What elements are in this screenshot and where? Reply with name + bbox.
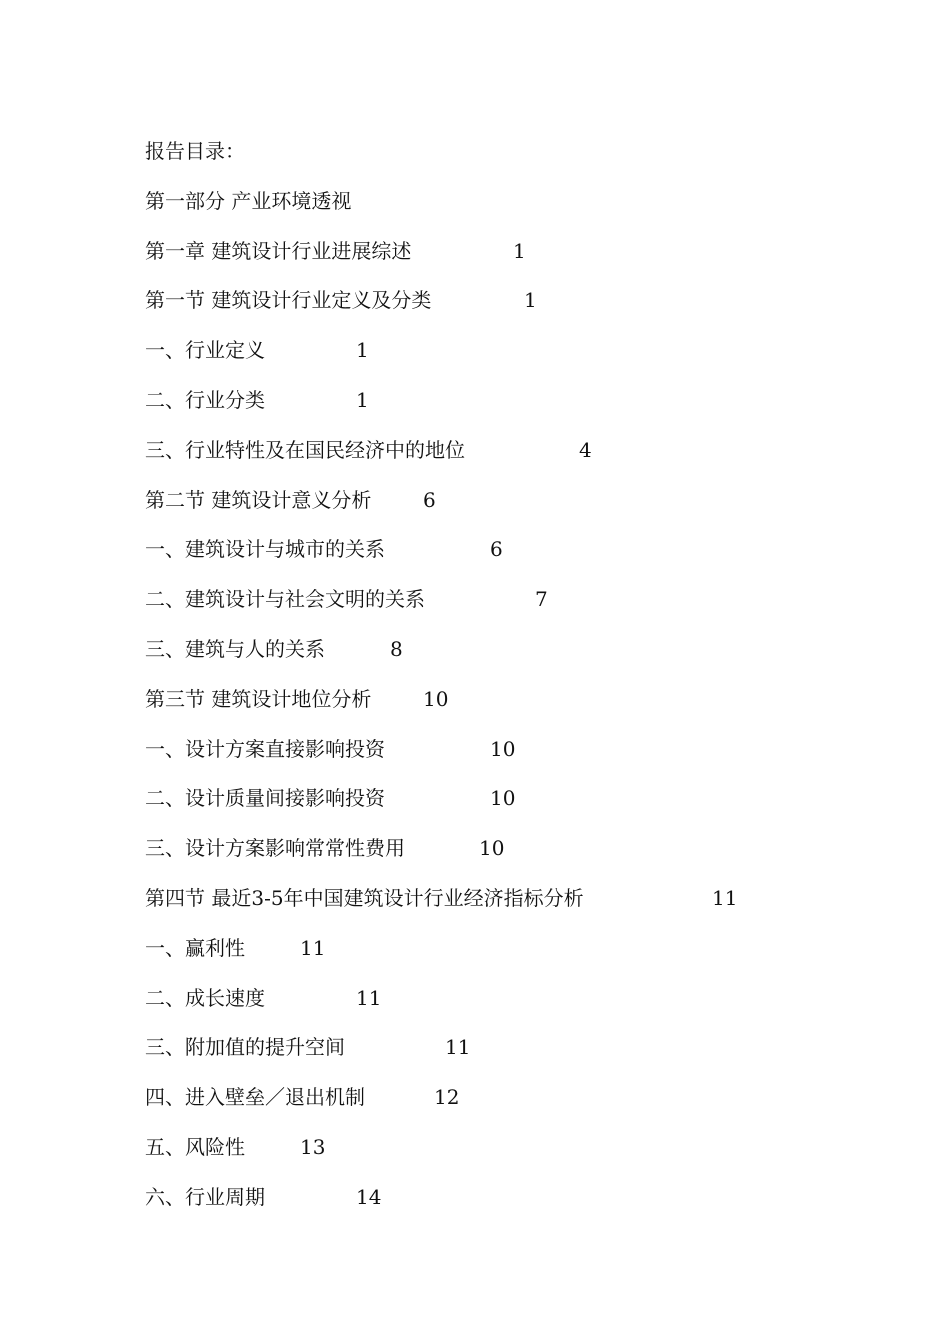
- toc-page-number: 10: [479, 836, 505, 861]
- toc-entry-text: 四、进入壁垒／退出机制: [145, 1085, 365, 1110]
- toc-entry-text: 一、赢利性: [145, 935, 245, 960]
- toc-heading-text: 报告目录：: [145, 139, 245, 163]
- toc-page-number: 11: [712, 885, 738, 910]
- toc-entry-text: 第三节 建筑设计地位分析: [145, 686, 372, 711]
- toc-page-number: 4: [579, 437, 592, 462]
- toc-page-number: 1: [513, 238, 526, 263]
- toc-entry: [145, 530, 584, 580]
- toc-entry-text: 第一章 建筑设计行业进展综述: [145, 238, 412, 263]
- toc-entry: [145, 481, 584, 531]
- toc-page-number: 1: [524, 288, 537, 313]
- toc-page-number: 6: [423, 487, 436, 512]
- toc-entry: [145, 580, 584, 630]
- toc-entry: [145, 1078, 584, 1128]
- toc-entry-text: 二、行业分类: [145, 387, 265, 412]
- toc-entry: [145, 829, 584, 879]
- toc-entry: [145, 182, 584, 232]
- toc-page-number: 13: [300, 1134, 326, 1159]
- toc-entry: [145, 979, 584, 1029]
- toc-entry: [145, 730, 584, 780]
- toc-entry-text: 一、设计方案直接影响投资: [145, 736, 385, 761]
- toc-entry-text: 二、成长速度: [145, 985, 265, 1010]
- toc-entry-text: 二、设计质量间接影响投资: [145, 786, 385, 811]
- toc-entry-text: 第二节 建筑设计意义分析: [145, 487, 372, 512]
- toc-page-number: 11: [356, 985, 382, 1010]
- toc-page-number: 14: [356, 1184, 382, 1209]
- table-of-contents: [145, 132, 738, 1228]
- toc-entry-text: 第一节 建筑设计行业定义及分类: [145, 288, 432, 313]
- toc-entry: [145, 1028, 584, 1078]
- toc-entry: [145, 381, 584, 431]
- toc-entry: [145, 431, 592, 481]
- toc-page-number: 11: [300, 935, 326, 960]
- toc-page-number: 7: [535, 587, 548, 612]
- toc-entry: [145, 929, 584, 979]
- toc-entry: [145, 680, 584, 730]
- toc-entry-text: 一、行业定义: [145, 338, 265, 363]
- toc-heading: [145, 132, 584, 182]
- toc-page-number: 10: [490, 786, 516, 811]
- toc-page-number: 1: [356, 338, 369, 363]
- toc-page-number: 10: [423, 686, 449, 711]
- toc-page-number: 6: [490, 537, 503, 562]
- toc-entry: [145, 281, 584, 331]
- toc-entry-text: 二、建筑设计与社会文明的关系: [145, 587, 425, 612]
- toc-entry: [145, 331, 584, 381]
- toc-entry-text: 一、建筑设计与城市的关系: [145, 537, 385, 562]
- toc-entry-text: 第一部分 产业环境透视: [145, 188, 352, 213]
- toc-page-number: 10: [490, 736, 516, 761]
- toc-entry-text: 三、建筑与人的关系: [145, 636, 325, 661]
- toc-entry: [145, 1128, 584, 1178]
- toc-entry-text: 三、附加值的提升空间: [145, 1035, 345, 1060]
- toc-page-number: 8: [390, 636, 403, 661]
- toc-page-number: 12: [434, 1085, 460, 1110]
- toc-entry: [145, 232, 584, 282]
- toc-entry: [145, 630, 584, 680]
- toc-entry: [145, 1178, 584, 1228]
- toc-entry-text: 第四节 最近3-5年中国建筑设计行业经济指标分析: [145, 885, 584, 910]
- toc-entry-text: 六、行业周期: [145, 1184, 265, 1209]
- toc-page-number: 11: [445, 1035, 471, 1060]
- toc-entry-text: 三、行业特性及在国民经济中的地位: [145, 437, 465, 462]
- toc-entry-text: 三、设计方案影响常常性费用: [145, 836, 405, 861]
- toc-entry: [145, 779, 584, 829]
- toc-entry: [145, 879, 738, 929]
- toc-entry-text: 五、风险性: [145, 1134, 245, 1159]
- toc-page-number: 1: [356, 387, 369, 412]
